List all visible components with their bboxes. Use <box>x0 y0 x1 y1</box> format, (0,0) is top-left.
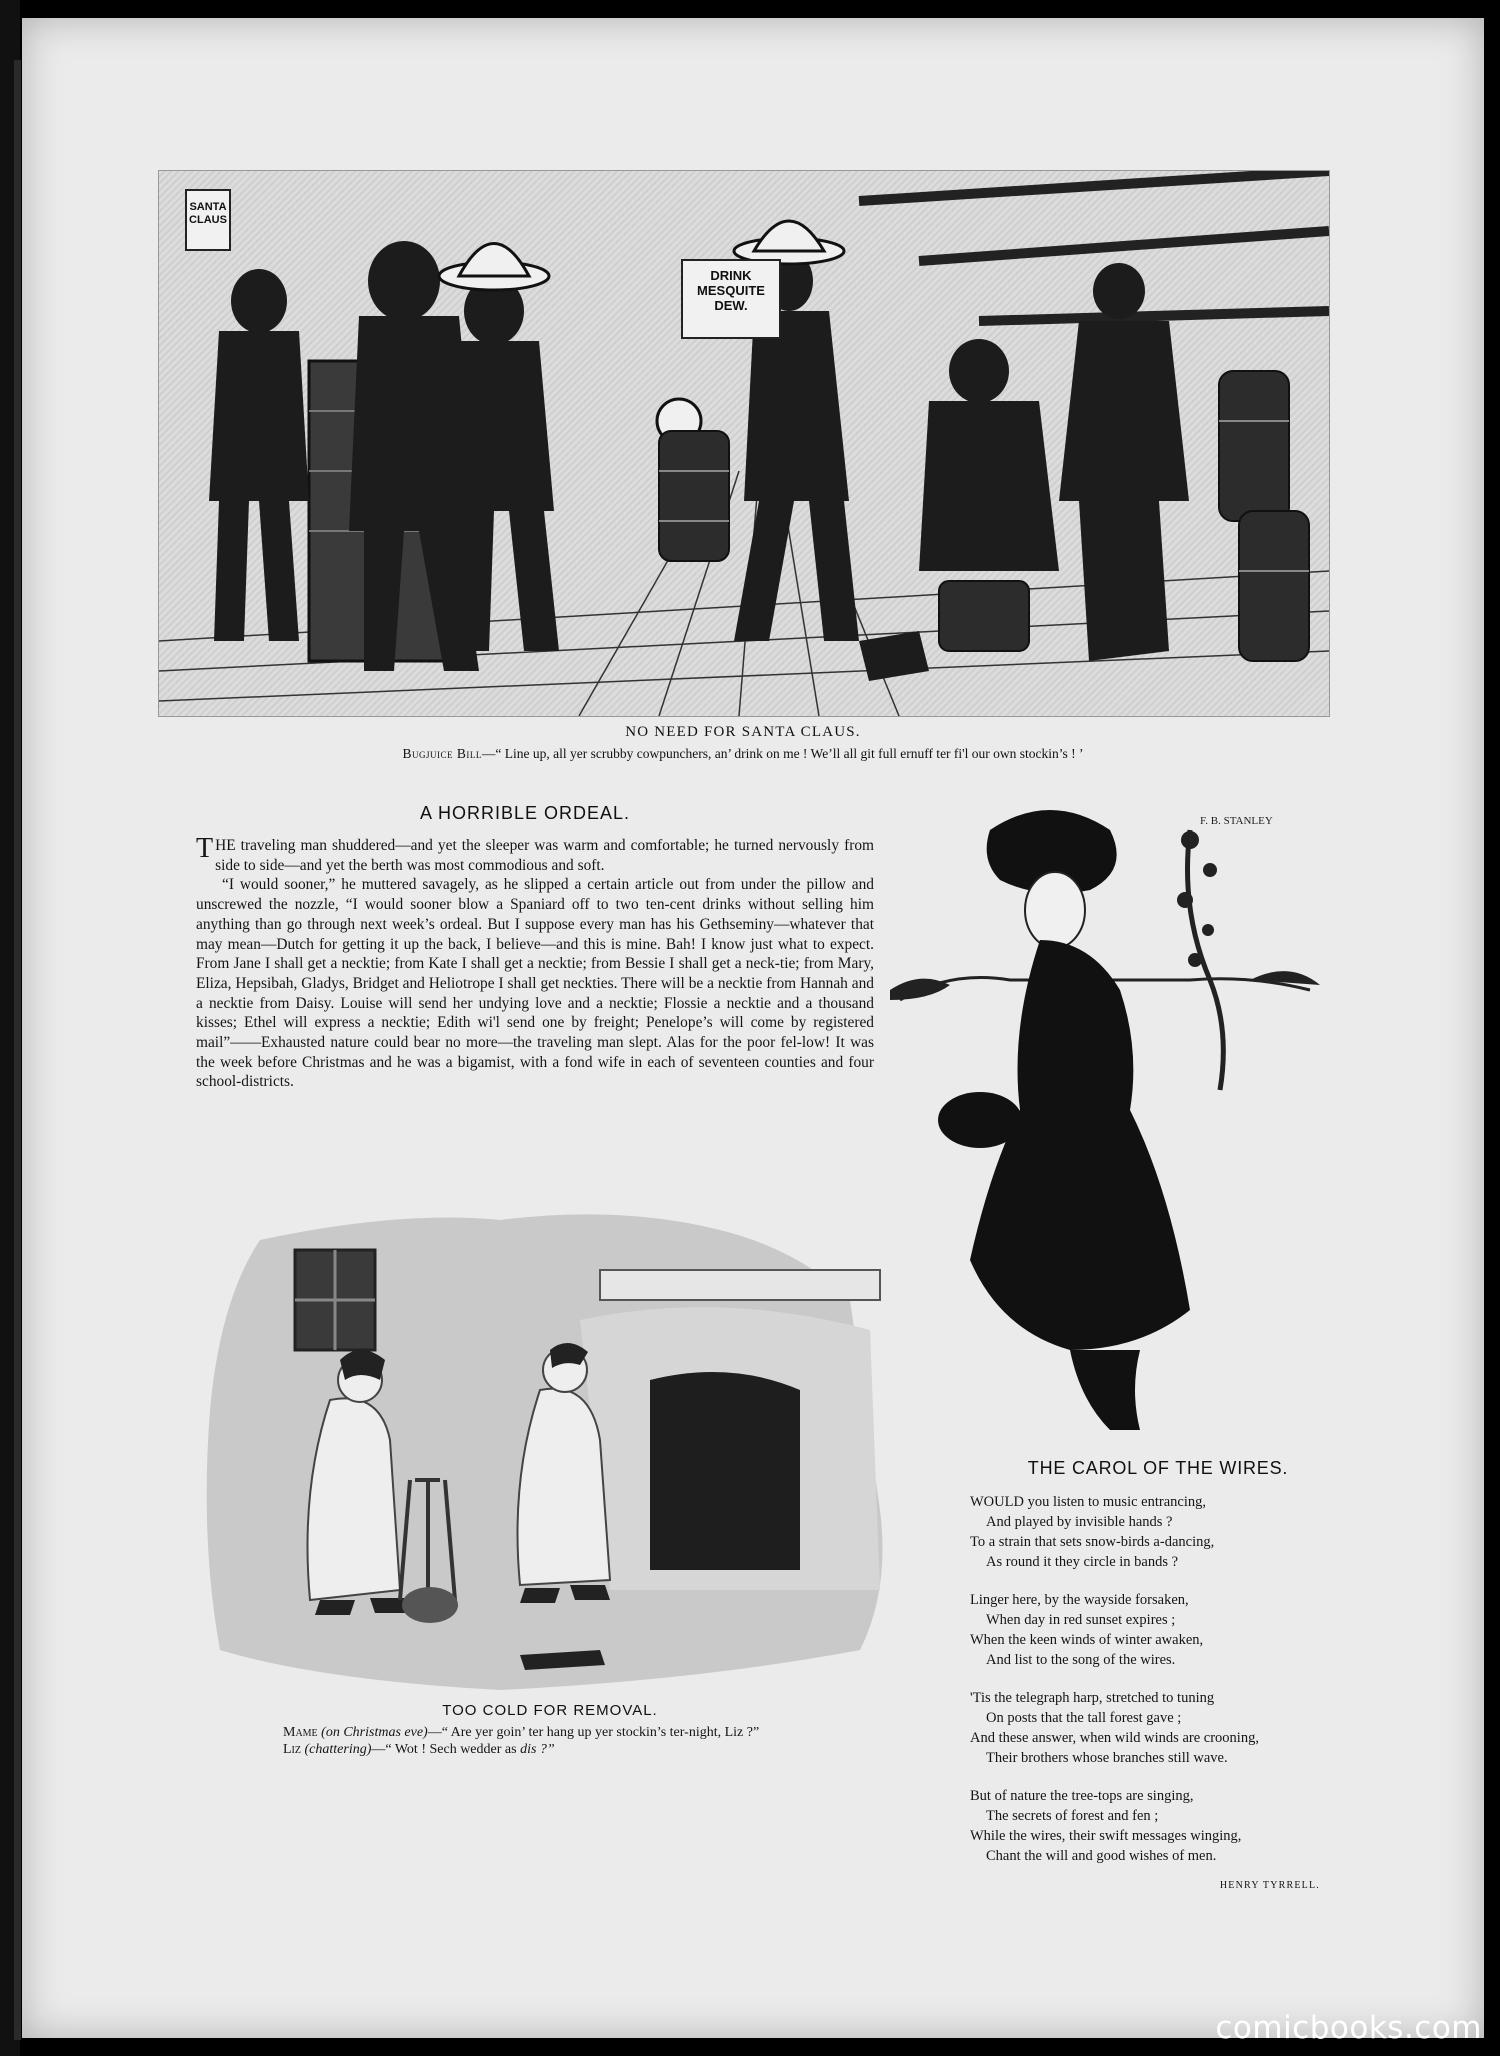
article-title: A HORRIBLE ORDEAL. <box>419 803 631 823</box>
mesquite-dew-sign: DRINK MESQUITE DEW. <box>681 259 781 339</box>
stage-direction: (chattering) <box>304 1742 372 1757</box>
poem-line: On posts that the tall forest gave ; <box>986 1710 1182 1726</box>
kids-dialogue-line-2 <box>283 1741 923 1758</box>
poem-line: And these answer, when wild winds are crooning, <box>970 1730 1259 1746</box>
top-caption-dialogue <box>158 746 1328 762</box>
poem-line: Their brothers whose branches still wave. <box>986 1750 1228 1766</box>
santa-claus-sign: SANTA CLAUS <box>185 189 231 251</box>
article-paragraph-1 <box>196 833 874 875</box>
lady-silhouette-illustration <box>890 790 1330 1440</box>
article-paragraph-2: “I would sooner,” he muttered savagely, as he slipped a certain article out from under the pillow and unscrewed the nozzle, “I would sooner blow a Spaniard off to two ten-cent drinks without selling him anything than go through next week’s ordeal. But I suppose every man has his Gethseminy—whatever that may mean—Dutch for getting it up the back, I believe—and this is mine. Bah! I know just what to expect. From Jane I shall get a necktie; from Kate I shall get a necktie; from Bessie I shall get a neck-tie; from Mary, Eliza, Hepsibah, Gladys, Bridget and Heliotrope I shall get neckties. There will be a necktie from Hannah and a necktie from Daisy. Louise will send her undying love and a necktie; Flossie a necktie and a thousand kisses; Ethel will express a necktie; Edith wi'l send one by freight; Penelope’s will come by registered mail”——Exhausted nature could bear no more—the traveling man slept. Alas for the poor fel-low! It was the week before Christmas and he was a bigamist, with a fond wife in each of seventeen counties and four school-districts. <box>196 876 874 1091</box>
poem-stanza-1 <box>970 1492 1320 1572</box>
poem-body <box>970 1492 1320 1896</box>
poem-line: When the keen winds of winter awaken, <box>970 1632 1204 1648</box>
poem-line: But of nature the tree-tops are singing, <box>970 1788 1194 1804</box>
facing-page-edge <box>14 60 21 2040</box>
dialogue-emphasis: dis ?” <box>520 1742 555 1757</box>
article-body <box>196 833 874 1092</box>
kids-caption-dialogue <box>283 1724 923 1758</box>
poem-line: WOULD you listen to music entrancing, <box>970 1494 1206 1510</box>
poem-line: The secrets of forest and fen ; <box>986 1808 1159 1824</box>
poem-line: And list to the song of the wires. <box>986 1652 1176 1668</box>
article-paragraph-1-text: HE traveling man shuddered—and yet the sleeper was warm and comfortable; he turned nervously from side to side—and yet the berth was most commodious and soft. <box>215 837 874 874</box>
kids-caption-title: TOO COLD FOR REMOVAL. <box>442 1702 658 1719</box>
poem-line: When day in red sunset expires ; <box>986 1612 1176 1628</box>
children-fireplace-drawing <box>200 1210 900 1700</box>
top-caption-title: NO NEED FOR SANTA CLAUS. <box>625 724 861 740</box>
dialogue-text: —“ Line up, all yer scrubby cowpunchers, an’ drink on me ! We’ll all git full ernuff ter fi'l our own stockin’s ! ’ <box>481 746 1084 761</box>
saloon-illustration <box>158 170 1330 717</box>
site-watermark: comicbooks.com <box>1215 2010 1482 2046</box>
speaker-name: Mame <box>283 1725 318 1740</box>
poem-author: HENRY TYRRELL. <box>1219 1880 1320 1891</box>
poem-line: And played by invisible hands ? <box>986 1514 1173 1530</box>
poem-title: THE CAROL OF THE WIRES. <box>1027 1458 1289 1478</box>
speaker-name: Bugjuice Bill <box>402 746 482 761</box>
poem-stanza-2 <box>970 1590 1320 1670</box>
children-fireplace-illustration <box>200 1210 900 1700</box>
artist-signature: F. B. STANLEY <box>1200 815 1273 827</box>
poem-line: As round it they circle in bands ? <box>986 1554 1179 1570</box>
dialogue-text: —“ Wot ! Sech wedder as <box>371 1742 521 1757</box>
stage-direction: (on Christmas eve) <box>321 1725 428 1740</box>
drop-cap: T <box>196 833 214 864</box>
dialogue-text: —“ Are yer goin’ ter hang up yer stockin’s ter-night, Liz ?” <box>427 1725 760 1740</box>
saloon-scene-drawing <box>159 171 1329 716</box>
poem-stanza-3 <box>970 1688 1320 1768</box>
poem-stanza-4 <box>970 1786 1320 1866</box>
poem-line: 'Tis the telegraph harp, stretched to tuning <box>970 1690 1215 1706</box>
poem-line: Linger here, by the wayside forsaken, <box>970 1592 1189 1608</box>
lady-drawing <box>890 790 1330 1440</box>
poem-line: Chant the will and good wishes of men. <box>986 1848 1217 1864</box>
speaker-name: Liz <box>283 1742 301 1757</box>
kids-dialogue-line-1 <box>283 1724 923 1741</box>
poem-line: While the wires, their swift messages winging, <box>970 1828 1242 1844</box>
poem-line: To a strain that sets snow-birds a-dancing, <box>970 1534 1215 1550</box>
